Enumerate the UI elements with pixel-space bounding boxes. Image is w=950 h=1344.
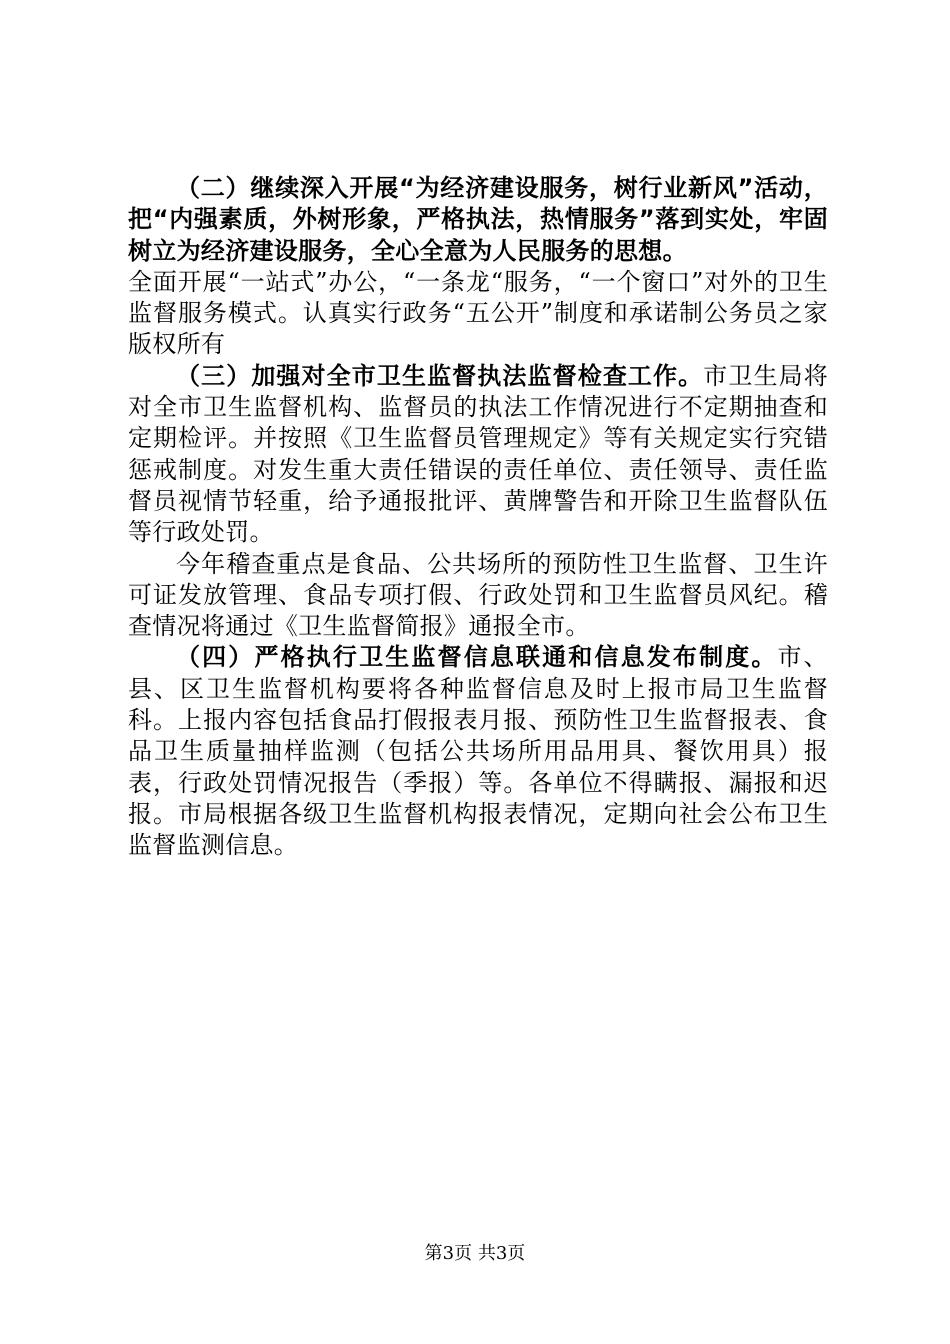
document-body bbox=[128, 173, 828, 862]
section-4-heading: （四）严格执行卫生监督信息联通和信息发布制度。 bbox=[176, 643, 778, 672]
page-number-footer: 第3页 共3页 bbox=[424, 1243, 526, 1264]
section-4-paragraph bbox=[128, 642, 828, 861]
section-2-body: 全面开展“一站式”办公，“一条龙“服务，“一个窗口”对外的卫生监督服务模式。认真实行政务“五公开”制度和承诺制公务员之家版权所有 bbox=[128, 267, 828, 359]
inspection-paragraph: 今年稽查重点是食品、公共场所的预防性卫生监督、卫生许可证发放管理、食品专项打假、行政处罚和卫生监督员风纪。稽查情况将通过《卫生监督简报》通报全市。 bbox=[128, 549, 828, 641]
section-2-heading: （二）继续深入开展“为经济建设服务，树行业新风”活动，把“内强素质，外树形象，严格执法，热情服务”落到实处，牢固树立为经济建设服务，全心全意为人民服务的思想。 bbox=[128, 174, 828, 265]
section-4-body: 市、县、区卫生监督机构要将各种监督信息及时上报市局卫生监督科。上报内容包括食品打假报表月报、预防性卫生监督报表、食品卫生质量抽样监测（包括公共场所用品用具、餐饮用具）报表，行政处罚情况报告（季报）等。各单位不得瞒报、漏报和迟报。市局根据各级卫生监督机构报表情况，定期向社会公布卫生监督监测信息。 bbox=[128, 643, 828, 860]
section-3-body: 市卫生局将对全市卫生监督机构、监督员的执法工作情况进行不定期抽查和定期检评。并按照《卫生监督员管理规定》等有关规定实行究错惩戒制度。对发生重大责任错误的责任单位、责任领导、责任监督员视情节轻重，给予通报批评、黄牌警告和开除卫生监督队伍等行政处罚。 bbox=[128, 361, 828, 547]
section-3-paragraph bbox=[128, 361, 828, 549]
section-3-heading: （三）加强对全市卫生监督执法监督检查工作。 bbox=[176, 361, 704, 390]
